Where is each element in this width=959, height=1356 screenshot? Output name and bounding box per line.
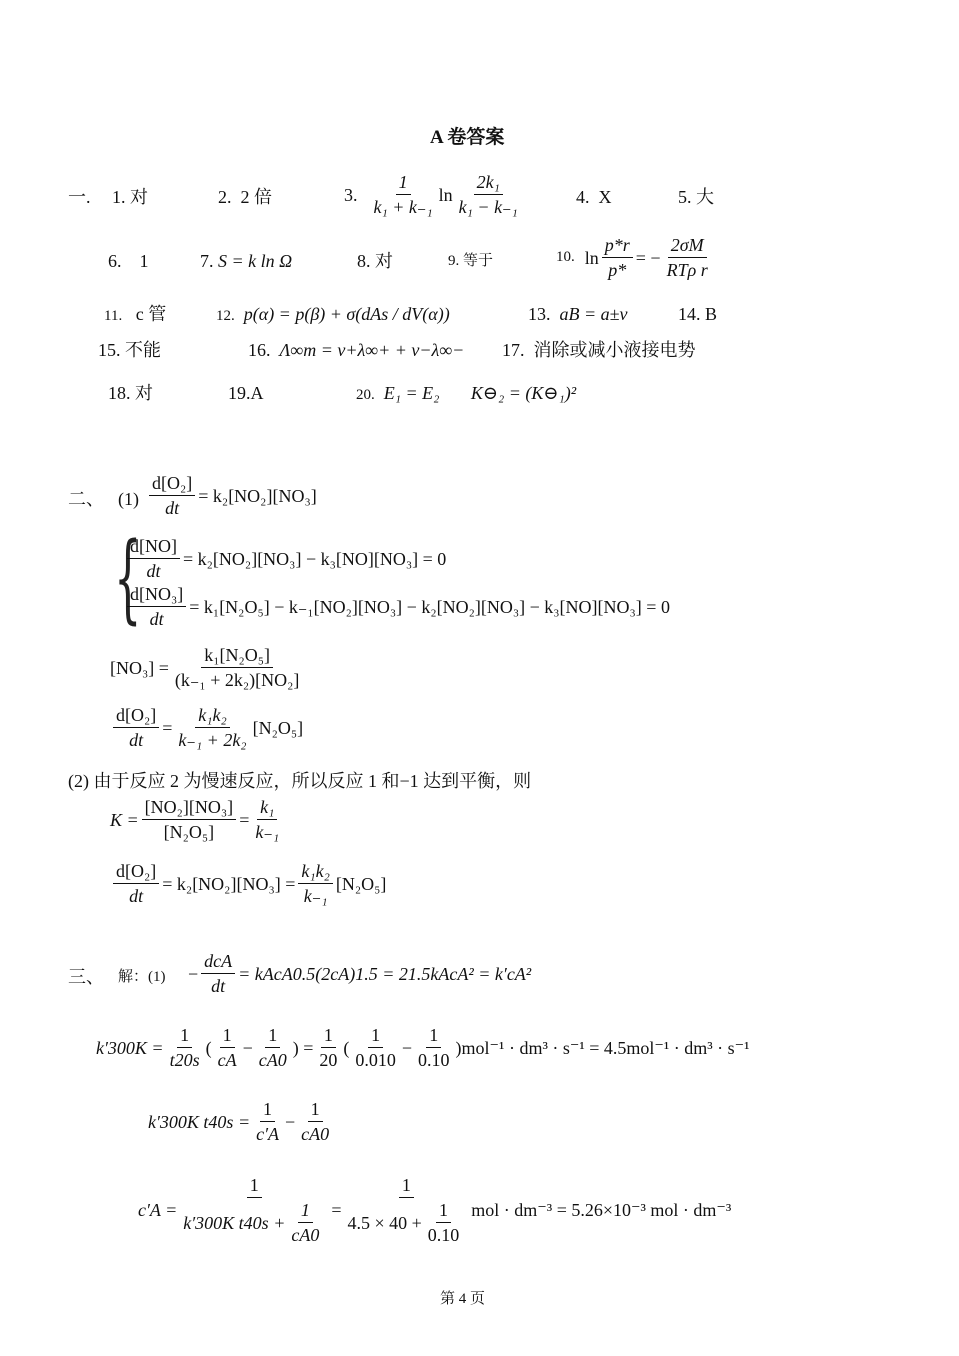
equation-6: K = $\frac{\text{[NO₂][NO₃]}}{\text{[N₂O₅]}}$ = $\frac{\text{k₁}}{\text{k₋₁}}$ bbox=[110, 797, 280, 842]
answer-8: 8. 对 bbox=[357, 251, 393, 271]
answer-15: 15. 不能 bbox=[98, 340, 161, 360]
answer-12: 12. p(α) = p(β) + σ(dAs / dV(α)) bbox=[216, 304, 450, 324]
answer-16: 16. Λ∞m = ν+λ∞+ + ν−λ∞− bbox=[248, 340, 465, 360]
equation-2: $\frac{d[NO]}{dt}$ = k₂[NO₂][NO₃] − k₃[NO][NO₃] = 0 bbox=[124, 537, 446, 580]
answer-20: 20. E₁ = E₂ K⊖₂ = (K⊖₁)² bbox=[356, 383, 577, 403]
equation-5: $\frac{\text{d[O₂]}}{dt}$ = $\frac{\text{k₁k₂}}{\text{k₋₁ + 2k₂}}$ [N₂O₅] bbox=[110, 706, 303, 749]
integrated-rate-equation: k′300K t40s = $\frac{1}{c'A}$ − $\frac{1}{cA0}$ bbox=[148, 1099, 330, 1144]
part3-solution-label: 解：(1) bbox=[118, 969, 166, 985]
page-title: A 卷答案 bbox=[430, 127, 505, 148]
answer-19: 19.A bbox=[228, 383, 264, 403]
page-number: 第 4 页 bbox=[440, 1291, 486, 1307]
equation-7: $\frac{\text{d[O₂]}}{dt}$ = k₂[NO₂][NO₃] = $\frac{\text{k₁k₂}}{\text{k₋₁}}$ [N₂O₅] bbox=[110, 862, 386, 905]
equation-3: $\frac{\text{d[NO₃]}}{dt}$ = k₁[N₂O₅] − k₋₁[NO₂][NO₃] − k₂[NO₂][NO₃] − k₃[NO][NO₃] = 0 bbox=[124, 585, 670, 628]
answer-3: 3. $\frac{1}{\text{k₁ + k₋₁}}$ ln $\frac{\text{2k₁}}{\text{k₁ − k₋₁}}$ bbox=[344, 172, 518, 217]
concentration-equation: c′A = 1 k′300K t40s + $\frac{1}{cA0}$ = 1 4.5 × 40 + $\frac{1}{0.10}$ mol · dm⁻³ = 5.26×10⁻³ mol · dm⁻³ bbox=[138, 1175, 732, 1245]
answer-14: 14. B bbox=[678, 304, 718, 324]
part2-sub1: (1) bbox=[118, 489, 139, 509]
answer-13: 13. aB = a±ν bbox=[528, 304, 628, 324]
answer-9: 9. 等于 bbox=[448, 253, 494, 269]
answer-17: 17. 消除或减小液接电势 bbox=[502, 340, 696, 360]
part2-label: 二、 bbox=[68, 489, 104, 509]
answer-18: 18. 对 bbox=[108, 383, 153, 403]
answer-10: 10. ln $\frac{p*r}{p*}$ = − $\frac{2\sigma M}{\text{RTρ r}}$ bbox=[556, 235, 708, 280]
answer-2: 2. 2 倍 bbox=[218, 187, 272, 207]
equation-1: $\frac{\text{d[O₂]}}{dt}$ = k₂[NO₂][NO₃] bbox=[146, 474, 317, 517]
part3-label: 三、 bbox=[68, 967, 104, 987]
rate-equation: − $\frac{\text{dcA}}{dt}$ = kAcA0.5(2cA)1.5 = 21.5kAcA² = k′cA² bbox=[188, 951, 532, 996]
part2-sub2: (2) 由于反应 2 为慢速反应，所以反应 1 和−1 达到平衡，则 bbox=[68, 771, 532, 791]
answer-5: 5. 大 bbox=[678, 187, 714, 207]
answer-6: 6. 1 bbox=[108, 251, 149, 271]
part1-label: 一. bbox=[68, 187, 91, 207]
rate-constant-equation: k′300K = $\frac{1}{t20s}$ ( $\frac{1}{cA}$ − $\frac{1}{cA0}$ ) = $\frac{1}{20}$ ( $\frac{1}{0.010}$ − $\frac{1}{0.10}$ ) mol⁻¹ · dm³ · s⁻¹ = 4.5mol⁻¹ · dm³ · s⁻¹ bbox=[96, 1025, 750, 1070]
answer-7: 7. S = k ln Ω bbox=[200, 251, 293, 271]
answer-4: 4. X bbox=[576, 187, 612, 207]
answer-11: 11. c 管 bbox=[104, 304, 167, 324]
answer-1: 1. 对 bbox=[112, 187, 148, 207]
brace-symbol: { bbox=[114, 522, 142, 634]
equation-4: [NO₃] = $\frac{\text{k₁[N₂O₅]}}{\text{(k₋₁ + 2k₂)[NO₂]}}$ bbox=[110, 645, 300, 690]
